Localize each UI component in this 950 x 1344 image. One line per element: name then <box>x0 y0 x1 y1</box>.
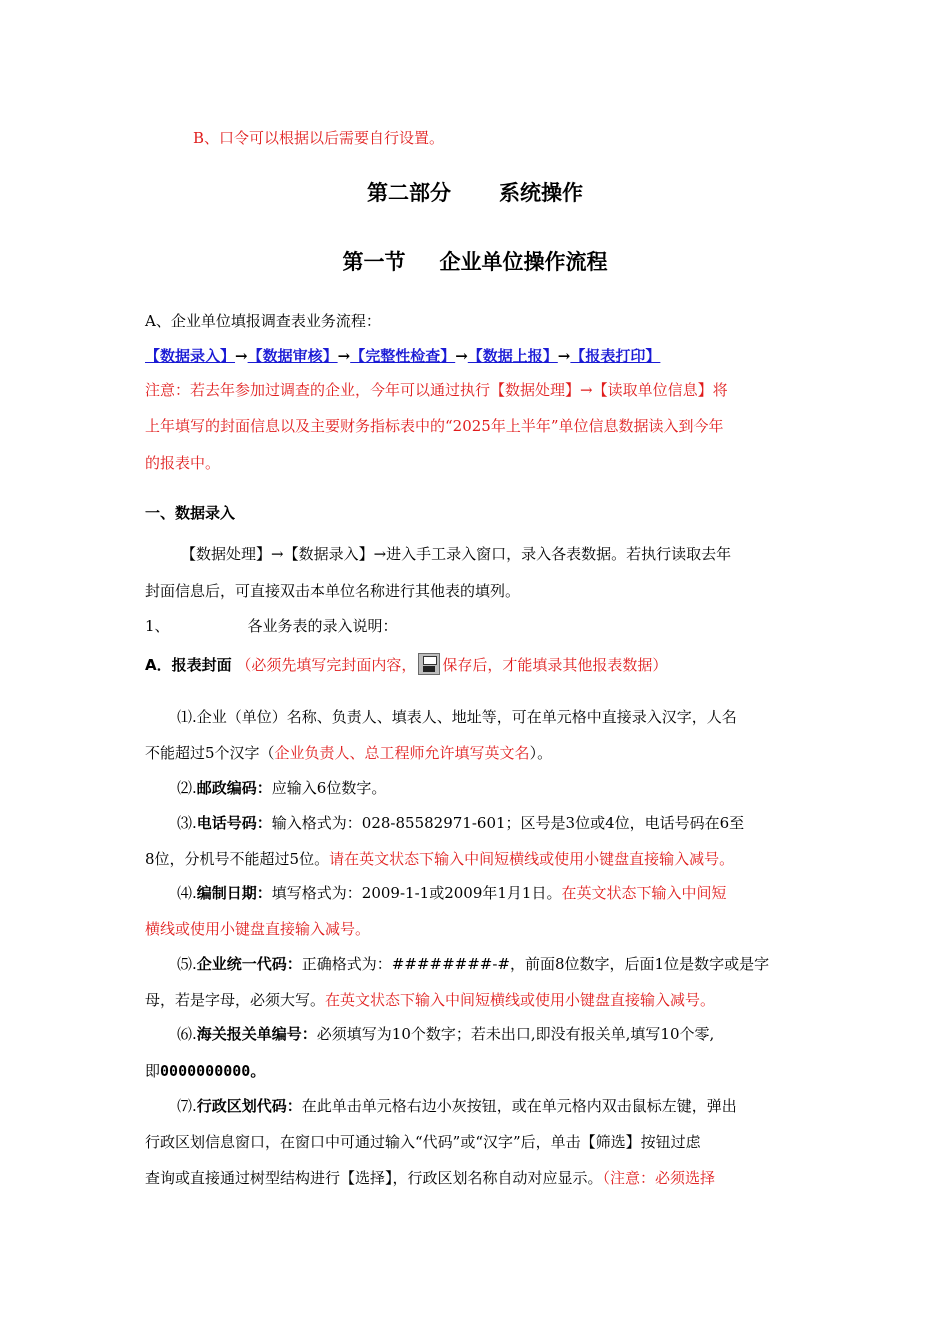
cover-note-b: 保存后，才能填录其他报表数据） <box>442 656 668 674</box>
flow-steps <box>145 346 660 366</box>
para-1-line-1: ⑴.企业（单位）名称、负责人、填表人、地址等，可在单元格中直接录入汉字，人名 <box>177 708 737 726</box>
para-4-text: 填写格式为：2009-1-1或2009年1月1日。 <box>271 884 562 902</box>
flow-arrow: → <box>557 347 571 365</box>
section-title-name: 企业单位操作流程 <box>439 250 608 274</box>
part-title-number: 第二部分 <box>367 181 451 205</box>
para-5-text: 正确格式为：########-#，前面8位数字，后面1位是数字或是字 <box>301 955 770 973</box>
cover-heading <box>145 653 667 675</box>
entry-line-1: 【数据处理】→【数据录入】→进入手工录入窗口，录入各表数据。若执行读取去年 <box>181 545 732 563</box>
para-1-text: 不能超过5个汉字（ <box>145 744 275 762</box>
para-3-label: 电话号码： <box>196 814 272 832</box>
para-7-text-3: 查询或直接通过树型结构进行【选择】，行政区划名称自动对应显示。 <box>145 1169 603 1187</box>
para-7-label: 行政区划代码： <box>196 1097 302 1115</box>
flow-step-data-report[interactable]: 【数据上报】 <box>467 347 558 365</box>
para-2 <box>177 778 386 798</box>
flow-step-data-entry[interactable]: 【数据录入】 <box>145 347 236 365</box>
entry-line-2: 封面信息后，可直接双击本单位名称进行其他表的填列。 <box>145 582 521 600</box>
notice-line-2: 上年填写的封面信息以及主要财务指标表中的“2025年上半年”单位信息数据读入到今年 <box>145 417 724 435</box>
para-7-text: 在此单击单元格右边小灰按钮，或在单元格内双击鼠标左键，弹出 <box>301 1097 737 1115</box>
para-7-red: （注意：必须选择 <box>602 1169 716 1187</box>
para-4-number: ⑷. <box>177 884 197 902</box>
item-1 <box>145 616 398 636</box>
para-3-text: 输入格式为：028-85582971-601；区号是3位或4位，电话号码在6至 <box>271 814 745 832</box>
para-6-zeros: 0000000000。 <box>160 1062 266 1080</box>
notice-line-3: 的报表中。 <box>145 454 221 472</box>
section-title <box>0 246 950 276</box>
para-1-line-2 <box>145 743 552 763</box>
part-title-name: 系统操作 <box>499 181 583 205</box>
flow-arrow: → <box>455 347 468 365</box>
para-4-label: 编制日期： <box>196 884 272 902</box>
flow-arrow: → <box>235 347 248 365</box>
para-4-line-1 <box>177 883 726 903</box>
flow-step-integrity-check[interactable]: 【完整性检查】 <box>350 347 456 365</box>
floppy-disk-save-icon <box>418 653 440 675</box>
part-title <box>0 177 950 207</box>
cover-note-a: （必须先填写完封面内容， <box>236 656 417 674</box>
para-6-number: ⑹. <box>177 1025 197 1043</box>
para-6-text: 必须填写为10个数字；若未出口,即没有报关单,填写10个零, <box>316 1025 715 1043</box>
para-6-line-1 <box>177 1024 714 1044</box>
para-3-line-1 <box>177 813 744 833</box>
flow-intro: A、企业单位填报调查表业务流程： <box>145 312 381 330</box>
para-7-line-1 <box>177 1096 737 1116</box>
para-7-line-3 <box>145 1168 715 1188</box>
para-3-red: 请在英文状态下输入中间短横线或使用小键盘直接输入减号。 <box>329 850 735 868</box>
para-5-number: ⑸. <box>177 955 197 973</box>
para-1-end: ）。 <box>529 744 553 762</box>
para-1-red: 企业负责人、总工程师允许填写英文名 <box>274 744 530 762</box>
note-b: B、口令可以根据以后需要自行设置。 <box>193 129 445 147</box>
para-7-number: ⑺. <box>177 1097 197 1115</box>
flow-step-print-report[interactable]: 【报表打印】 <box>570 347 661 365</box>
item-1-text: 各业务表的录入说明： <box>247 617 398 635</box>
para-2-text: 应输入6位数字。 <box>271 779 387 797</box>
para-6-text-2: 即 <box>145 1062 161 1080</box>
para-4-red: 在英文状态下输入中间短 <box>561 884 727 902</box>
flow-arrow: → <box>337 347 351 365</box>
para-5-line-1 <box>177 954 769 974</box>
para-4-line-2: 横线或使用小键盘直接输入减号。 <box>145 920 371 938</box>
notice-line-1: 注意：若去年参加过调查的企业，今年可以通过执行【数据处理】→【读取单位信息】将 <box>145 381 728 399</box>
para-3-line-2 <box>145 849 734 869</box>
cover-label: A．报表封面 <box>145 656 232 674</box>
para-7-line-2: 行政区划信息窗口，在窗口中可通过输入“代码”或“汉字”后，单击【筛选】按钮过虑 <box>145 1133 701 1151</box>
section-title-number: 第一节 <box>342 250 406 274</box>
para-2-number: ⑵. <box>177 779 197 797</box>
para-5-label: 企业统一代码： <box>196 955 302 973</box>
para-3-text-2: 8位，分机号不能超过5位。 <box>145 850 330 868</box>
para-6-label: 海关报关单编号： <box>196 1025 317 1043</box>
para-5-red: 在英文状态下输入中间短横线或使用小键盘直接输入减号。 <box>325 991 716 1009</box>
para-3-number: ⑶. <box>177 814 197 832</box>
para-5-line-2 <box>145 990 715 1010</box>
para-5-text-2: 母，若是字母，必须大写。 <box>145 991 326 1009</box>
para-2-label: 邮政编码： <box>196 779 272 797</box>
flow-step-data-review[interactable]: 【数据审核】 <box>247 347 338 365</box>
item-1-number: 1、 <box>145 617 170 635</box>
para-6-line-2 <box>145 1061 265 1081</box>
heading-data-entry: 一、数据录入 <box>145 504 236 522</box>
